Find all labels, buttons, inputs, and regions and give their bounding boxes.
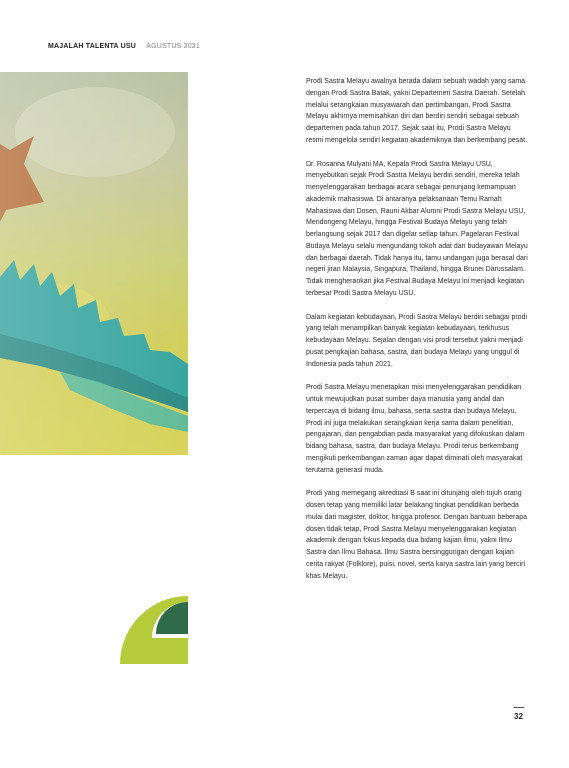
page-number-rule xyxy=(514,707,524,708)
issue-date: AGUSTUS 2021 xyxy=(146,43,200,50)
quarter-circle-graphic xyxy=(120,596,188,664)
magazine-name: MAJALAH TALENTA USU xyxy=(48,43,137,50)
paragraph-4: Prodi Sastra Melayu menetapkan misi menyelenggarakan pendidikan untuk mewujudkan pusat sumber daya manusia yang andal dan terpercaya di bidang ilmu, bahasa, serta sastra dan budaya Melayu. Prodi ini juga melakukan serangkaian kerja sama dalam penelitian, pengajaran, dan pengabdian pada masyarakat yang difokuskan dalam bidang bahasa, sastra, dan budaya Melayu. Prodi terus berkembang mengikuti perkembangan zaman agar dapat diminati oleh masyarakat terutama generasi muda. xyxy=(306,384,525,474)
photo-illustration xyxy=(0,72,188,455)
paragraph-1: Prodi Sastra Melayu awalnya berada dalam sebuah wadah yang sama dengan Prodi Sastra Batak, yakni Departemen Sastra Daerah. Setelah melalui serangkaian musyawarah dan pertimbangan, Prodi Sastra Melayu akhirnya memisahkan diri dan berdiri sendiri sebagai sebuah departemen pada tahun 2017. Sejak saat itu, Prodi Sastra Melayu resmi mengelola sendiri kegiatan akademiknya dan berkembang pesat. xyxy=(306,78,528,144)
paragraph-5: Prodi yang memegang akreditasi B saat ini ditunjang oleh tujuh orang dosen tetap yang memiliki latar belakang tingkat pendidikan berbeda mulai dari magister, doktor, hingga profesor. Dengan bantuan beberapa dosen tidak tetap, Prodi Sastra Melayu menyelenggarakan kegiatan akademik dengan fokus kepada dua bidang kajian ilmu, yakni Ilmu Sastra dan Ilmu Bahasa. Ilmu Sastra bersinggungan dengan kajian cerita rakyat (Folklore), puisi, novel, serta karya sastra lain yang berciri khas Melayu. xyxy=(306,490,528,580)
paragraph-3: Dalam kegiatan kebudayaan, Prodi Sastra Melayu berdiri sebagai prodi yang telah menampilkan banyak kegiatan kebudayaan, terkhusus kebudayaan Melayu. Sejalan dengan visi prodi tersebut yakni menjadi pusat pengkajian bahasa, sastra, dan budaya Melayu yang unggul di Indonesia pada tahun 2021. xyxy=(306,313,528,368)
decorative-quarter-circles xyxy=(120,596,188,664)
running-header xyxy=(48,43,200,50)
paragraph-2: Dr. Rosanna Mulyani MA, Kepala Prodi Sastra Melayu USU, menyebutkan sejak Prodi Sastra Melayu berdiri sendiri, mereka telah menyelenggarakan berbagai acara sebagai penunjang kemampuan akademik mahasiswa. Di antaranya pelaksanaan Temu Ramah Mahasiswa dan Dosen, Rauni Akbar Alumni Prodi Sastra Melayu USU, Mendongeng Melayu, hingga Festival Budaya Melayu yang telah berlangsung sejak 2017 dan digelar setiap tahun. Pagelaran Festival Budaya Melayu selalu mengundang tokoh adat dan budayawan Melayu dari berbagai daerah. Tidak hanya itu, tamu undangan juga berasal dari negeri jiran Malaysia, Singapura, Thailand, hingga Brunei Darussalam. Tidak mengherankan jika Festival Budaya Melayu ini menjadi kegiatan terbesar Prodi Sastra Melayu USU. xyxy=(306,160,528,297)
cultural-photo xyxy=(0,72,188,455)
page-number: 32 xyxy=(514,712,523,721)
article-body xyxy=(306,76,528,594)
